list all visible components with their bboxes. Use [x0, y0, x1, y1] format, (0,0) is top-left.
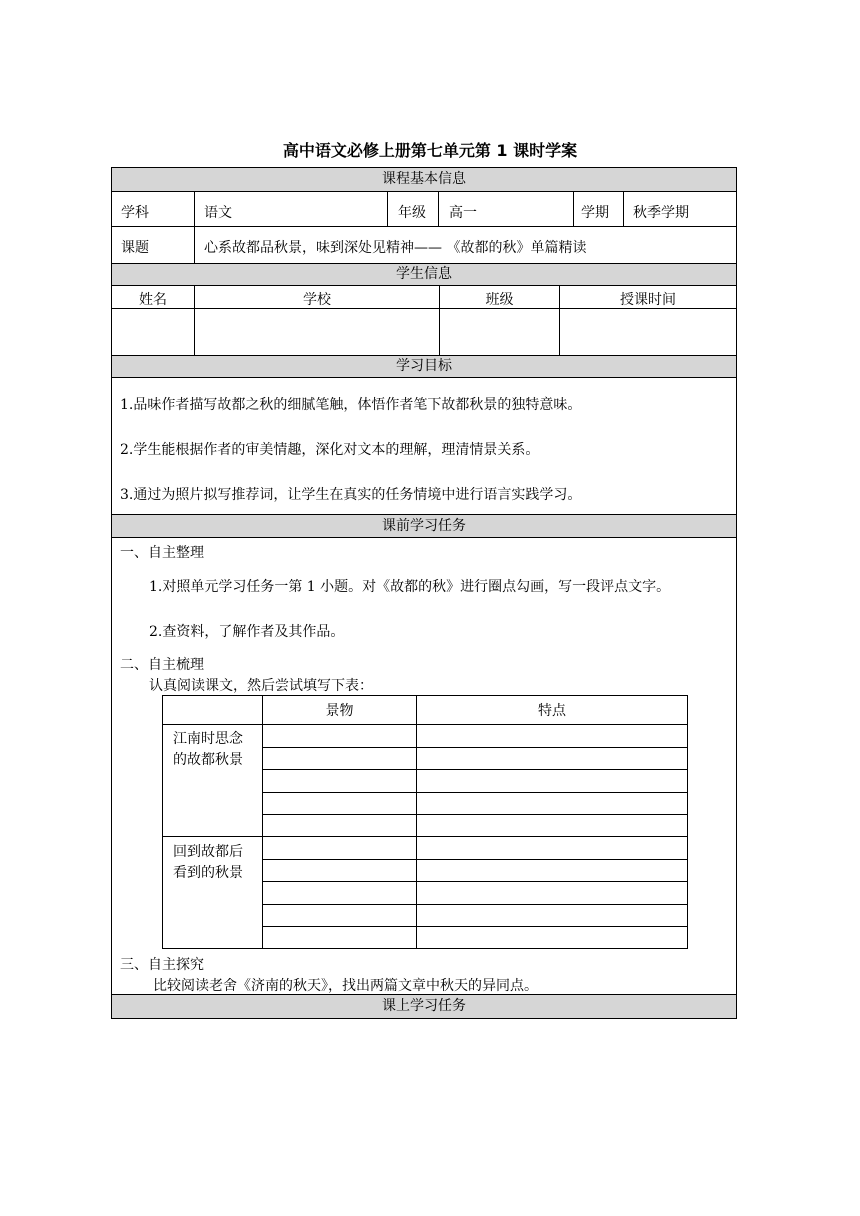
- column-scenery: 景物: [325, 703, 354, 719]
- divider: [623, 192, 624, 226]
- column-class: 班级: [485, 292, 514, 308]
- explore-task: 比较阅读老舍《济南的秋天》，找出两篇文章中秋天的异同点。: [153, 978, 538, 994]
- group-jiangnan-label: 江南时思念: [173, 731, 243, 747]
- table-instruction: 认真阅读课文，然后尝试填写下表：: [149, 678, 373, 694]
- section-header-pre-class: [112, 515, 736, 538]
- section-header-in-class: [112, 995, 736, 1018]
- column-lesson-time: 授课时间: [620, 292, 676, 308]
- divider: [262, 859, 687, 860]
- divider: [387, 192, 388, 226]
- column-name: 姓名: [139, 292, 167, 308]
- scenery-fill-table: [162, 695, 688, 949]
- objective-item: 2.学生能根据作者的审美情趣，深化对文本的理解，理清情景关系。: [120, 442, 540, 458]
- term-label: 学期: [581, 205, 609, 221]
- topic-label: 课题: [121, 240, 149, 256]
- document-title: 高中语文必修上册第七单元第 1 课时学案: [282, 141, 578, 160]
- column-school: 学校: [303, 292, 331, 308]
- grade-label: 年级: [398, 205, 426, 221]
- divider: [262, 881, 687, 882]
- objectives-header: 学习目标: [396, 358, 452, 374]
- section-header-basic-info: [112, 168, 736, 192]
- divider: [262, 792, 687, 793]
- group-return-label: 回到故都后: [173, 844, 243, 860]
- topic-value: 心系故都品秋景，味到深处见精神—— 《故都的秋》单篇精读: [204, 240, 587, 256]
- section-header-objectives: [112, 356, 736, 378]
- divider: [262, 904, 687, 905]
- divider: [163, 724, 687, 725]
- divider: [438, 192, 439, 226]
- divider: [262, 747, 687, 748]
- task-item: 1.对照单元学习任务一第 1 小题。对《故都的秋》进行圈点勾画，写一段评点文字。: [149, 579, 671, 595]
- divider: [262, 814, 687, 815]
- in-class-header: 课上学习任务: [382, 998, 466, 1014]
- section-self-organize-title: 一、自主整理: [120, 545, 204, 561]
- student-info-header: 学生信息: [396, 266, 452, 282]
- divider: [163, 836, 687, 837]
- divider: [262, 769, 687, 770]
- column-features: 特点: [538, 703, 566, 719]
- objective-item: 3.通过为照片拟写推荐词，让学生在真实的任务情境中进行语言实践学习。: [120, 487, 582, 503]
- group-return-label: 看到的秋景: [173, 865, 243, 881]
- task-item: 2.查资料，了解作者及其作品。: [149, 624, 345, 640]
- term-value: 秋季学期: [633, 205, 689, 221]
- divider: [112, 226, 736, 227]
- section-self-explore-title: 三、自主探究: [120, 957, 204, 973]
- group-jiangnan-label: 的故都秋景: [173, 752, 243, 768]
- section-self-sort-title: 二、自主梳理: [120, 657, 204, 673]
- objective-item: 1.品味作者描写故都之秋的细腻笔触，体悟作者笔下故都秋景的独特意味。: [120, 397, 582, 413]
- subject-label: 学科: [121, 205, 149, 221]
- subject-value: 语文: [204, 205, 232, 221]
- divider: [416, 696, 417, 948]
- divider: [573, 192, 574, 226]
- divider: [262, 926, 687, 927]
- divider: [194, 192, 195, 263]
- grade-value: 高一: [449, 205, 477, 221]
- pre-class-header: 课前学习任务: [382, 518, 466, 534]
- basic-info-header: 课程基本信息: [382, 171, 466, 187]
- divider: [262, 696, 263, 948]
- lesson-plan-table: [111, 167, 737, 1019]
- section-header-student-info: [112, 264, 736, 286]
